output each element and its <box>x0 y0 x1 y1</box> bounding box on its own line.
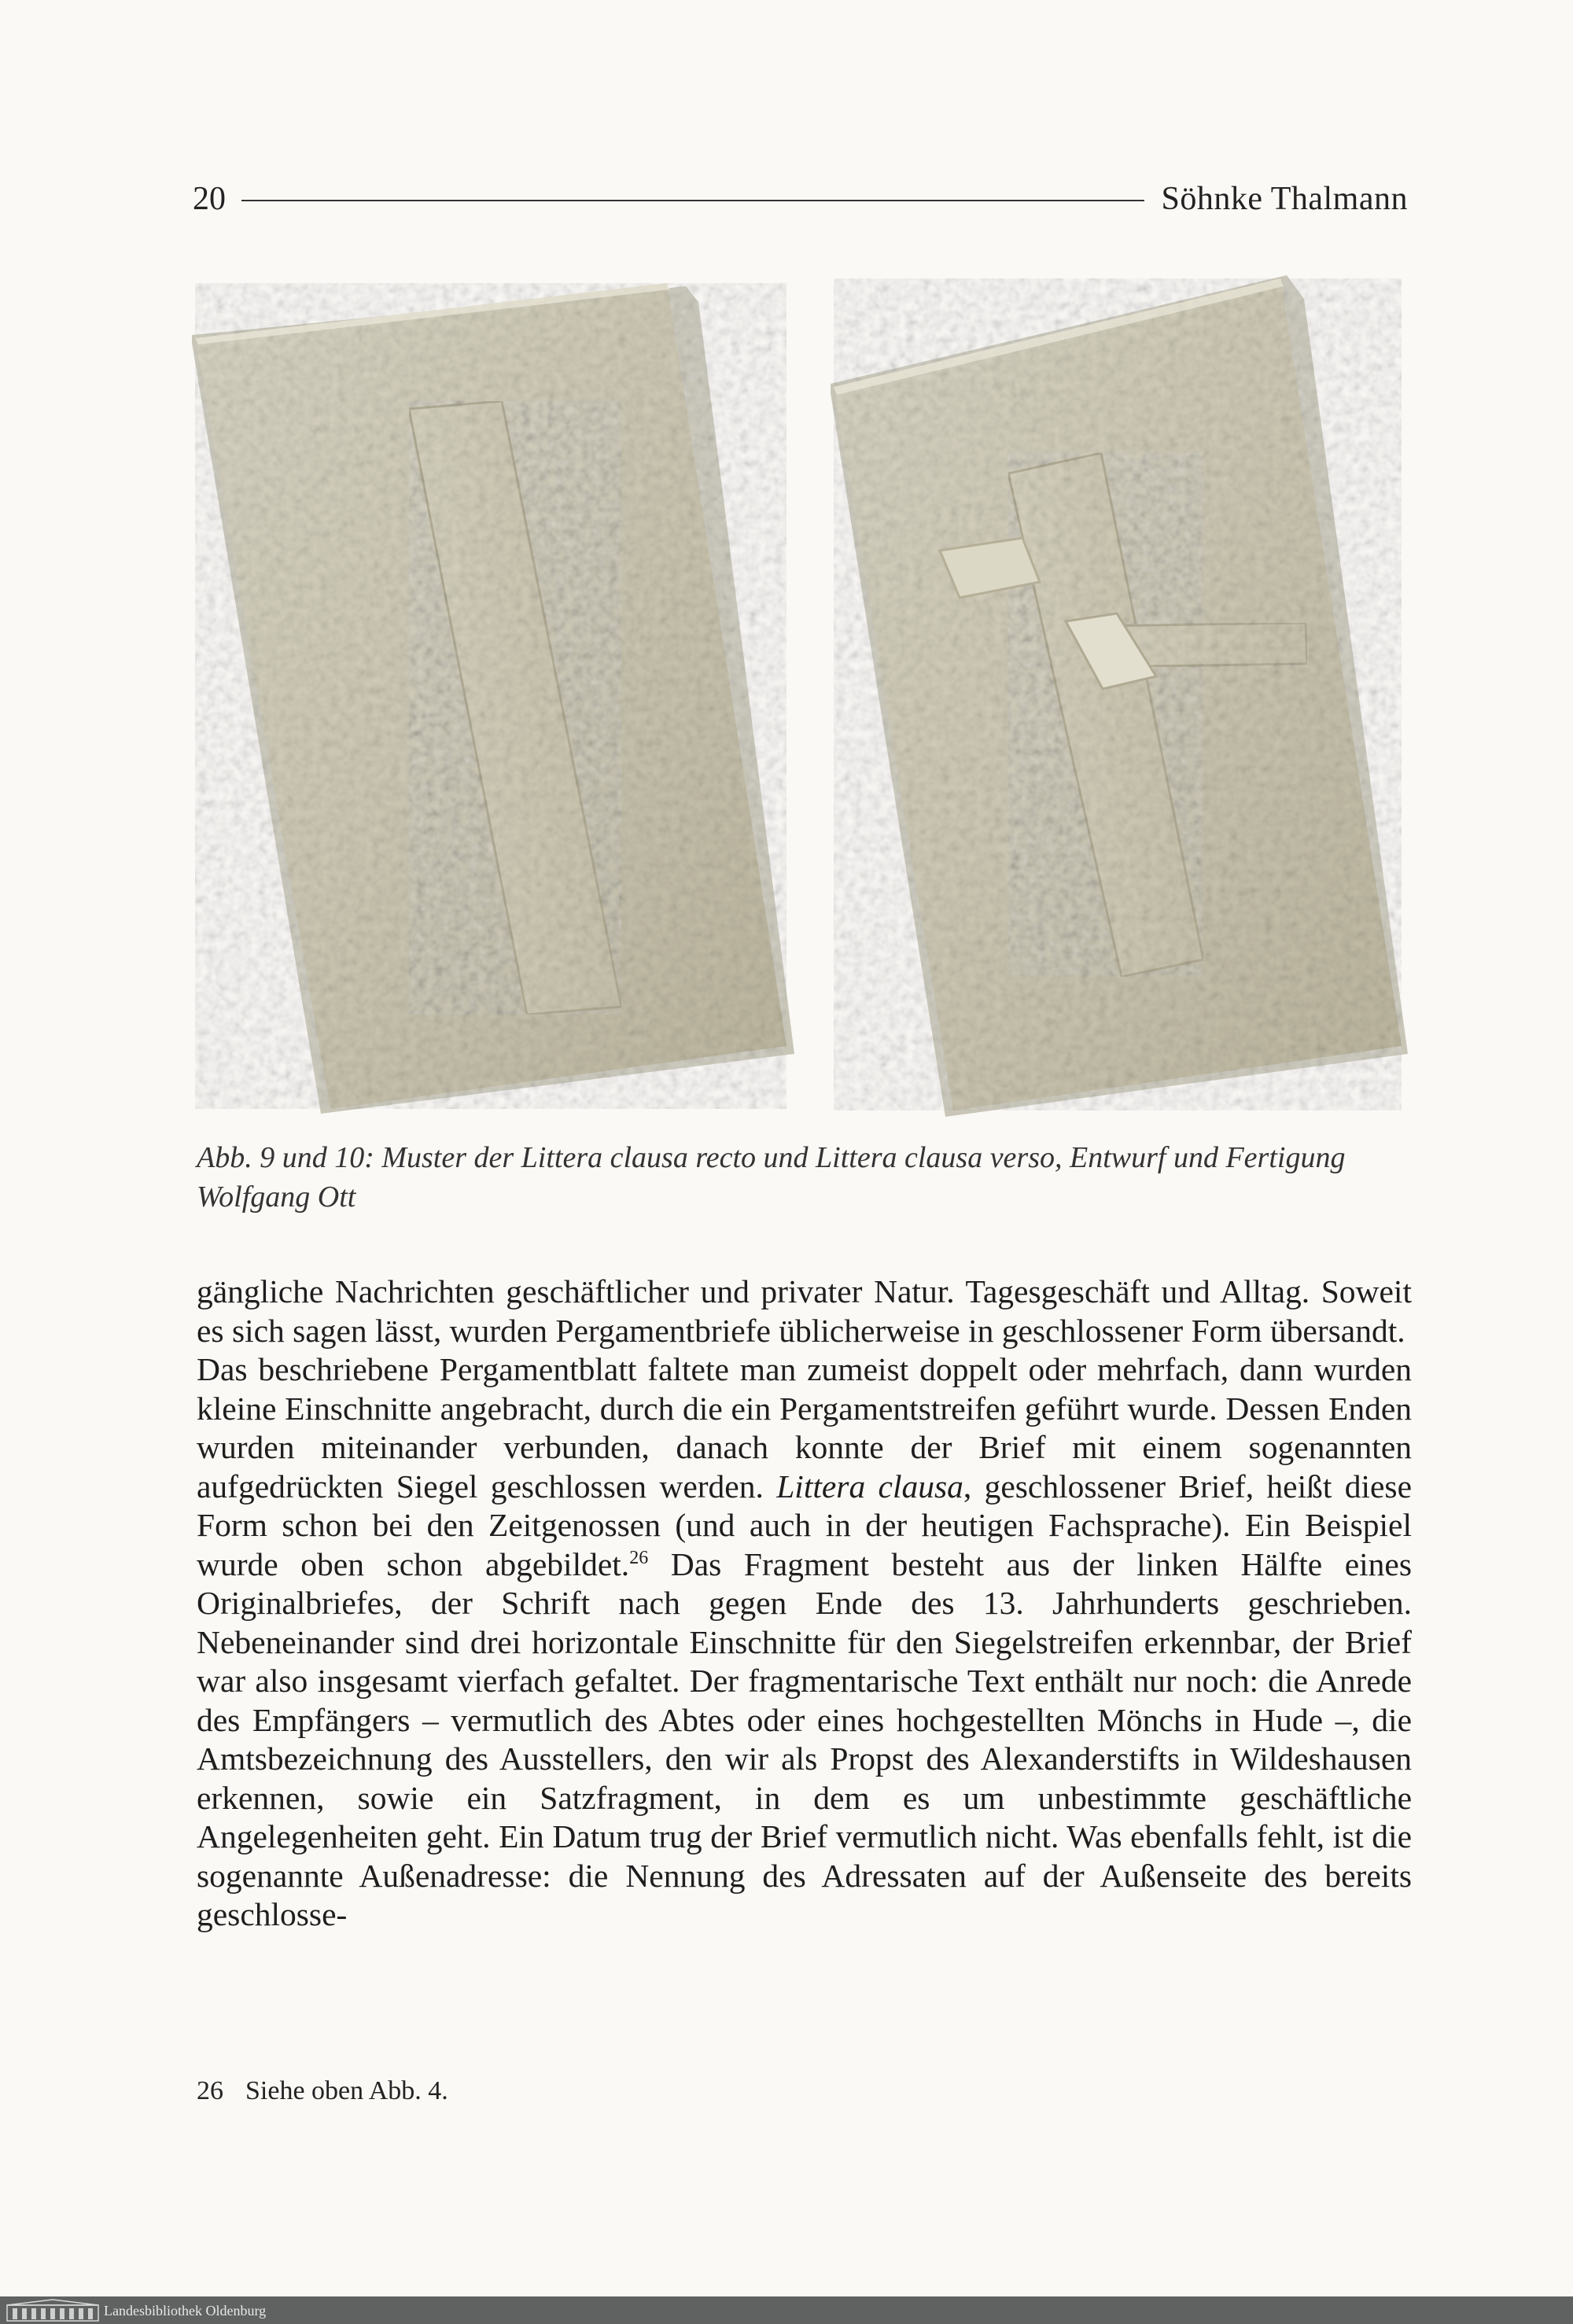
paragraph-2-part-a: Das beschriebene Pergamentblatt faltete man zumeist doppelt oder mehrfach, dann wurden kleine Einschnitte angebracht, durch die ein Pergamentstreifen geführt wurde. Dessen Enden wurden miteinander verbunden, danach konnte der Brief mit einem sogenannten aufgedrückten Siegel geschlossen werden. <box>197 1351 1412 1505</box>
running-head <box>193 179 1408 227</box>
paragraph-2-part-c: Das Fragment besteht aus der linken Hälfte eines Originalbriefes, der Schrift nach gegen Ende des 13. Jahrhunderts geschrieben. Nebeneinander sind drei horizontale Einschnitte für den Siegelstreifen erkennbar, der Brief war also insgesamt vierfach gefaltet. Der fragmentarische Text enthält nur noch: die Anrede des Empfängers – vermutlich des Abtes oder eines hochgestellten Mönchs in Hude –, die Amtsbezeichnung des Ausstellers, den wir als Propst des Alexanderstifts in Wildeshausen erkennen, sowie ein Satzfragment, in dem es um unbestimmte geschäftliche Angelegenheiten geht. Ein Datum trug der Brief vermutlich nicht. Was ebenfalls fehlt, ist die sogenannte Außenadresse: die Nennung des Adressaten auf der Außenseite des bereits geschlosse- <box>197 1545 1412 1932</box>
footnote-reference[interactable]: 26 <box>629 1547 649 1568</box>
term-littera-clausa: Littera clausa <box>776 1468 963 1505</box>
caption-line-1: Abb. 9 und 10: Muster der Littera clausa recto und Littera clausa verso, Entwurf und Fertigung <box>197 1141 1346 1174</box>
library-building-icon <box>6 2299 99 2322</box>
library-name: Landesbibliothek Oldenburg <box>104 2303 267 2318</box>
body-text <box>197 1272 1412 1935</box>
caption-line-2: Wolfgang Ott <box>197 1180 356 1214</box>
footnote-26 <box>197 2074 448 2109</box>
running-head-author: Söhnke Thalmann <box>1161 181 1408 217</box>
footnote-number: 26 <box>197 2076 223 2105</box>
page-number: 20 <box>193 181 226 217</box>
figure-caption <box>197 1138 1412 1217</box>
photo-svg <box>181 267 1416 1117</box>
letter-verso <box>831 275 1408 1117</box>
header-rule <box>241 200 1144 201</box>
letter-recto <box>192 283 794 1114</box>
digitization-footer <box>0 2296 1573 2324</box>
figure-littera-clausa-photo <box>181 267 1416 1117</box>
paragraph-2-part-b: , geschlossener Brief, heißt diese Form schon bei den Zeitgenossen (und auch in der heutigen Fachsprache). Ein Beispiel wurde oben schon abgebildet. <box>197 1468 1413 1582</box>
paragraph-2 <box>197 1350 1412 1935</box>
footnote-text: Siehe oben Abb. 4. <box>245 2076 448 2105</box>
paragraph-1: gängliche Nachrichten geschäftlicher und privater Natur. Tagesgeschäft und Alltag. Soweit es sich sagen lässt, wurden Pergamentbriefe üblicherweise in geschlossener Form übersandt. <box>197 1273 1412 1349</box>
